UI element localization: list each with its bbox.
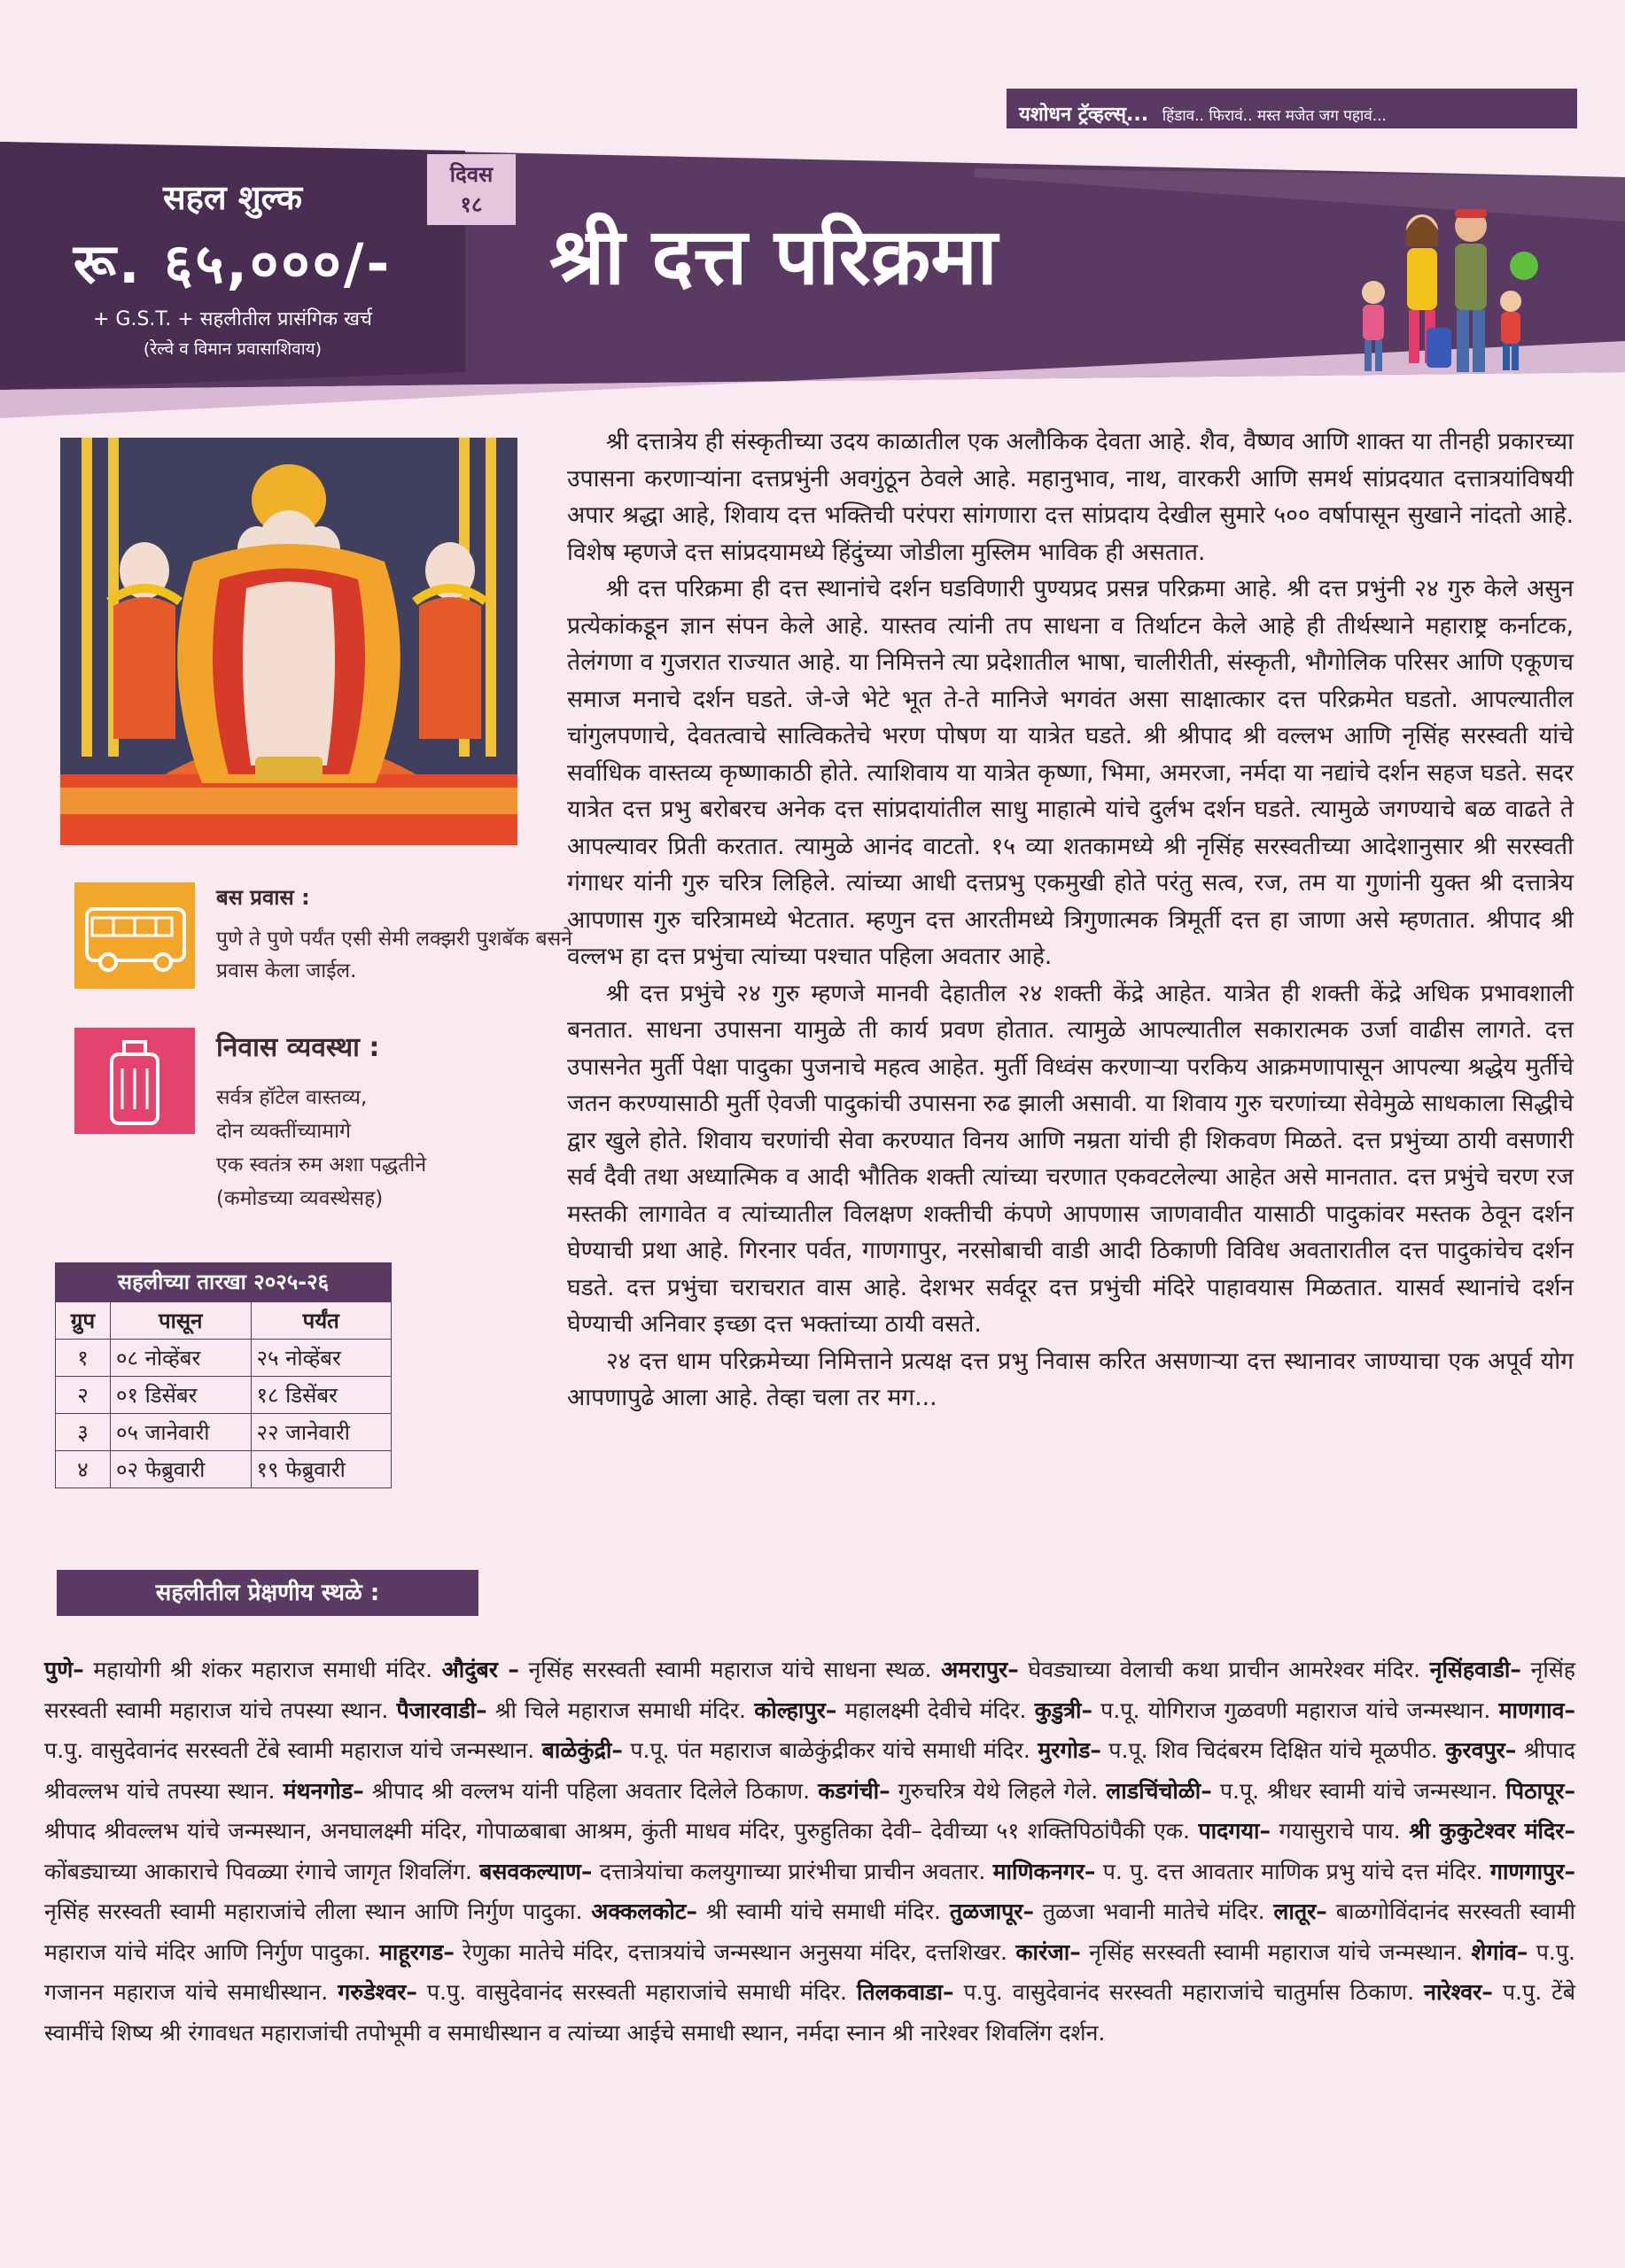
place-name: कुडुत्री– <box>1034 1697 1092 1723</box>
place-name: माणगाव– <box>1498 1697 1575 1723</box>
bus-icon <box>74 882 195 989</box>
place-description: नृसिंह सरस्वती स्वामी महाराज यांचे तपस्या स्थान. <box>44 1657 1575 1723</box>
intro-paragraph: श्री दत्त प्रभुंचे २४ गुरु म्हणजे मानवी देहातील २४ शक्ती केंद्रे आहेत. यात्रेत ही शक्ती केंद्रे अधिक प्रभावशाली बनतात. साधना उपासना यामुळे ती कार्य प्रवण होतात. त्यामुळे आपल्यातील सकारात्मक उर्जा वाढीस लागते. दत्त उपासनेत मुर्ती पेक्षा पादुका पुजनाचे महत्व आहेत. मुर्ती विध्वंस करणाऱ्या परकिय आक्रमणापासून आपल्या श्रद्धेय मुर्तीचे जतन करण्यासाठी मुर्ती ऐवजी पादुकांची उपासना रुढ झाली असावी. या शिवाय गुरु चरणांच्या सेवेमुळे साधकाला सिद्धीचे द्वार खुले होते. शिवाय चरणांची सेवा करण्यात विनय आणि नम्रता यांची ही शिकवण मिळते. दत्त प्रभुंच्या ठायी वसणारी सर्व दैवी तथा अध्यात्मिक व आदी भौतिक शक्ती त्यांच्या चरणात एकवटलेल्या आहेत असे मानतात. दत्त प्रभुंचे चरण रज मस्तकी लागावेत व त्यांच्यातील विलक्षण शक्तीची कंपणे आपणास जाणवावीत यासाठी पादुकांवर मस्तक ठेवून दर्शन घेण्याची प्रथा आहे. गिरनार पर्वत, गाणगापुर, नरसोबाची वाडी आदी ठिकाणी विविध अवतारातील दत्त पादुकांचेच दर्शन घडते. दत्त प्रभुंचा चराचरात वास आहे. देशभर सर्वदूर दत्त प्रभुंची मंदिरे पाहावयास मिळतात. यासर्व स्थानांचे दर्शन घेण्याची अनिवार इच्छा दत्त भक्तांच्या ठायी वसते. <box>567 979 1574 1338</box>
intro-paragraph: श्री दत्तात्रेय ही संस्कृतीच्या उदय काळातील एक अलौकिक देवता आहे. शैव, वैष्णव आणि शाक्त या तीनही प्रकारच्या उपासना करणाऱ्यांना दत्तप्रभुंनी अवगुंठून ठेवले आहे. महानुभाव, नाथ, वारकरी आणि समर्थ सांप्रदयात दत्तात्रयांविषयी अपार श्रद्धा आहे, शिवाय दत्त भक्तिची परंपरा सांगणारा दत्त सांप्रदाय देखील सुमारे ५०० वर्षापासून सुखाने नांदतो आहे. विशेष म्हणजे दत्त सांप्रदयामध्ये हिंदुंच्या जोडीला मुस्लिम भाविक ही असतात. <box>567 428 1574 566</box>
place-description: गयासुराचे पाय. <box>1270 1818 1410 1844</box>
from-cell: ०५ जानेवारी <box>111 1414 252 1451</box>
place-name: शेगांव– <box>1471 1938 1528 1965</box>
stay-line: सर्वत्र हॉटेल वास्तव्य, <box>216 1086 368 1109</box>
place-description: प.पु. गजानन महाराज यांचे समाधीस्थान. <box>44 1938 1575 2005</box>
place-description: तुळजा भवानी मातेचे मंदिर. <box>1034 1899 1274 1924</box>
place-name: मुरगोड– <box>1038 1737 1101 1763</box>
luggage-icon <box>74 1028 195 1134</box>
place-description: प.पु. वासुदेवानंद सरस्वती टेंबे स्वामी महाराज यांचे जन्मस्थान. <box>44 1737 542 1763</box>
from-cell: ०१ डिसेंबर <box>111 1377 252 1414</box>
place-name: बाळेकुंद्री– <box>541 1737 623 1763</box>
bus-info <box>74 882 572 998</box>
place-description: कोंबड्याच्या आकाराचे पिवळ्या रंगाचे जागृत शिवलिंग. <box>44 1858 480 1884</box>
price-box <box>0 159 465 372</box>
from-cell: ०८ नोव्हेंबर <box>111 1340 252 1377</box>
page-title: श्री दत्त परिक्रमा <box>549 211 998 302</box>
place-description: श्रीपाद श्रीवल्लभ यांचे तपस्या स्थान. <box>44 1737 1575 1804</box>
place-description: बाळगोविंदानंद सरस्वती स्वामी महाराज यांचे मंदिर आणि निर्गुण पादुका. <box>44 1899 1576 1965</box>
table-row <box>56 1340 392 1377</box>
place-description: प.पू. श्रीधर स्वामी यांचे जन्मस्थान. <box>1211 1777 1506 1804</box>
days-label: दिवस <box>449 162 494 187</box>
places-text <box>44 1650 1575 2146</box>
place-name: अक्कलकोट– <box>591 1899 697 1924</box>
place-name: गरुडेश्वर– <box>338 1979 417 2005</box>
place-description: गुरुचरित्र येथे लिहले गेले. <box>890 1777 1107 1804</box>
place-description: महायोगी श्री शंकर महाराज समाधी मंदिर. <box>83 1657 442 1682</box>
group-cell: ४ <box>56 1451 111 1488</box>
deity-photo <box>60 438 517 845</box>
group-cell: १ <box>56 1340 111 1377</box>
place-description: नृसिंह सरस्वती स्वामी महाराज यांचे जन्मस्थान. <box>1080 1938 1472 1965</box>
price-label: सहल शुल्क <box>162 178 303 217</box>
family-travel-illustration <box>1338 195 1559 390</box>
place-name: पुणे– <box>44 1657 84 1682</box>
place-description: प. पु. दत्त आवतार माणिक प्रभु यांचे दत्त मंदिर. <box>1095 1858 1490 1884</box>
place-name: पैजारवाडी– <box>396 1697 487 1723</box>
table-row <box>56 1451 392 1488</box>
place-name: कडगंची– <box>818 1777 890 1804</box>
place-description: घेवड्याच्या वेलाची कथा प्राचीन आमरेश्वर मंदिर. <box>1018 1657 1430 1682</box>
price-value: रू. ६५,०००/- <box>73 231 393 296</box>
intro-text <box>567 423 1574 1575</box>
place-description: दत्तात्रेयांचा कलयुगाच्या प्रारंभीचा प्राचीन अवतार. <box>592 1858 993 1884</box>
places-header: सहलीतील प्रेक्षणीय स्थळे : <box>57 1570 478 1616</box>
place-description: श्री स्वामी यांचे समाधी मंदिर. <box>696 1899 950 1924</box>
intro-paragraph: श्री दत्त परिक्रमा ही दत्त स्थानांचे दर्शन घडविणारी पुण्यप्रद प्रसन्न परिक्रमा आहे. श्री दत्त प्रभुंनी २४ गुरु केले असुन प्रत्येकांकडून ज्ञान संपन केले आहे. यास्तव त्यांनी तप साधना व तिर्थाटन केले आहे ही तीर्थस्थाने महाराष्ट्र कर्नाटक, तेलंगणा व गुजरात राज्यात आहे. या निमित्तने त्या प्रदेशातील भाषा, चालीरीती, संस्कृती, भौगोलिक परिसर आणि एकूणच समाज मनाचे दर्शन घडते. जे-जे भेटे भूत ते-ते मानिजे भगवंत असा साक्षात्कार दत्त परिक्रमेत घडतो. आपल्यातील चांगुलपणाचे, देवतत्वाचे सात्विकतेचे भरण पोषण या यात्रेत घडते. श्री श्रीपाद श्री वल्लभ आणि नृसिंह सरस्वती यांचे सर्वाधिक वास्तव्य कृष्णाकाठी होते. त्याशिवाय या यात्रेत कृष्णा, भिमा, अमरजा, नर्मदा या नद्यांचे दर्शन सहज घडते. सदर यात्रेत दत्त प्रभु बरोबरच अनेक दत्त सांप्रदायांतील साधु माहात्मे यांचे दुर्लभ दर्शन घडते. त्यामुळे जगण्याचे बळ वाढते ते आपल्यावर प्रिती करतात. त्यामुळे आनंद वाटतो. १५ व्या शतकामध्ये श्री नृसिंह सरस्वतीच्या आदेशानुसार श्री सरस्वती गंगाधर यांनी गुरु चरित्र लिहिले. त्यांच्या आधी दत्तप्रभु एकमुखी होते परंतु सत्व, रज, तम या गुणांनी युक्त श्री दत्तात्रेय आपणास गुरु चरित्रामध्ये भेटतात. म्हणुन दत्त आरतीमध्ये त्रिगुणात्मक त्रिमूर्ती दत्त हा जाणा असे म्हणतात. श्रीपाद श्री वल्लभ हा दत्त प्रभुंचा त्यांच्या पश्चात पहिला अवतार आहे. <box>567 575 1574 970</box>
place-name: तुळजापूर– <box>949 1899 1035 1924</box>
place-name: औदुंबर – <box>441 1657 519 1682</box>
column-header: ग्रुप <box>56 1302 111 1340</box>
group-cell: २ <box>56 1377 111 1414</box>
place-name: पादगया– <box>1198 1818 1271 1844</box>
stay-title: निवास व्यवस्था : <box>216 1032 380 1063</box>
group-cell: ३ <box>56 1414 111 1451</box>
brand-name: यशोधन ट्रॅव्हल्स्... <box>1019 104 1149 126</box>
table-row <box>56 1414 392 1451</box>
place-name: पिठापूर– <box>1505 1777 1575 1804</box>
stay-line: दोन व्यक्तींच्यामागे <box>216 1120 351 1143</box>
place-description: श्रीपाद श्री वल्लभ यांनी पहिला अवतार दिलेले ठिकाण. <box>363 1777 819 1804</box>
place-name: तिलकवाडा– <box>856 1979 954 2005</box>
price-subnote: (रेल्वे व विमान प्रवासाशिवाय) <box>143 339 323 359</box>
place-description: नृसिंह सरस्वती स्वामी महाराजांचे लीला स्थान आणि निर्गुण पादुका. <box>44 1899 592 1924</box>
place-name: श्री कुकुटेश्वर मंदिर– <box>1409 1818 1575 1844</box>
to-cell: २५ नोव्हेंबर <box>251 1340 392 1377</box>
table-row <box>56 1377 392 1414</box>
place-description: प.पू. शिव चिदंबरम दिक्षित यांचे मूळपीठ. <box>1100 1737 1446 1763</box>
table-title: सहलीच्या तारखा २०२५-२६ <box>55 1262 392 1301</box>
place-name: गाणगापुर– <box>1489 1858 1575 1884</box>
place-description: प.पु. वासुदेवानंद सरस्वती महाराजांचे समाधी मंदिर. <box>416 1979 857 2005</box>
bus-title: बस प्रवास : <box>216 885 310 910</box>
column-header: पासून <box>111 1302 252 1340</box>
brand-tagline <box>1019 97 1568 133</box>
price-note: + G.S.T. + सहलीतील प्रासंगिक खर्च <box>92 308 372 330</box>
days-value: १८ <box>460 192 483 217</box>
place-description: प.पू. पंत महाराज बाळेकुंद्रीकर यांचे समाधी मंदिर. <box>622 1737 1038 1763</box>
place-name: माणिकनगर– <box>992 1858 1096 1884</box>
stay-info <box>74 1028 535 1223</box>
stay-text <box>216 1081 588 1216</box>
bus-text: पुणे ते पुणे पर्यंत एसी सेमी लक्झरी पुशबॅक बसने प्रवास केला जाईल. <box>216 928 572 983</box>
place-name: लातूर– <box>1273 1899 1327 1924</box>
place-description: श्रीपाद श्रीवल्लभ यांचे जन्मस्थान, अनघालक्ष्मी मंदिर, गोपाळबाबा आश्रम, कुंती माधव मंदिर, पुरुहुतिका देवी– देवीच्या ५१ शक्तिपिठांपैकी एक. <box>44 1818 1199 1844</box>
place-name: लाडचिंचोळी– <box>1106 1777 1212 1804</box>
place-description: महालक्ष्मी देवीचे मंदिर. <box>836 1697 1035 1723</box>
tour-dates-table <box>55 1262 392 1488</box>
place-name: कुरवपुर– <box>1445 1737 1517 1763</box>
to-cell: १८ डिसेंबर <box>251 1377 392 1414</box>
tagline: हिंडाव.. फिरावं.. मस्त मजेत जग पहावं... <box>1162 107 1387 125</box>
place-description: प.पू. योगिराज गुळवणी महाराज यांचे जन्मस्थान. <box>1092 1697 1499 1723</box>
place-description: रेणुका मातेचे मंदिर, दत्तात्रयांचे जन्मस्थान अनुसया मंदिर, दत्तशिखर. <box>454 1938 1016 1965</box>
place-name: अमरापुर– <box>941 1657 1019 1682</box>
from-cell: ०२ फेब्रुवारी <box>111 1451 252 1488</box>
place-description: श्री चिले महाराज समाधी मंदिर. <box>486 1697 755 1723</box>
days-badge <box>427 154 516 225</box>
place-name: बसवकल्याण– <box>479 1858 593 1884</box>
intro-paragraph: २४ दत्त धाम परिक्रमेच्या निमित्ताने प्रत्यक्ष दत्त प्रभु निवास करित असणाऱ्या दत्त स्थानावर जाण्याचा एक अपूर्व योग आपणापुढे आला आहे. तेव्हा चला तर मग... <box>567 1347 1574 1411</box>
stay-line: एक स्वतंत्र रुम अशा पद्धतीने <box>216 1153 427 1177</box>
place-name: माहूरगड– <box>378 1938 455 1965</box>
table-header-row <box>56 1302 392 1340</box>
place-name: नृसिंहवाडी– <box>1429 1657 1521 1682</box>
column-header: पर्यंत <box>251 1302 392 1340</box>
place-name: मंथनगोड– <box>283 1777 364 1804</box>
to-cell: १९ फेब्रुवारी <box>251 1451 392 1488</box>
place-description: प.पु. टेंबे स्वामींचे शिष्य श्री रंगावधत महाराजांची तपोभूमी व समाधीस्थान व त्यांच्या आईचे समाधी स्थान, नर्मदा स्नान श्री नारेश्वर शिवलिंग दर्शन. <box>44 1979 1576 2046</box>
place-description: प.पु. वासुदेवानंद सरस्वती महाराजांचे चातुर्मास ठिकाण. <box>953 1979 1425 2005</box>
place-name: नारेश्वर– <box>1424 1979 1493 2005</box>
place-name: कोल्हापुर– <box>754 1697 837 1723</box>
stay-line: (कमोडच्या व्यवस्थेसह) <box>216 1187 384 1210</box>
place-name: कारंजा– <box>1015 1938 1081 1965</box>
to-cell: २२ जानेवारी <box>251 1414 392 1451</box>
place-description: नृसिंह सरस्वती स्वामी महाराज यांचे साधना स्थळ. <box>518 1657 942 1682</box>
